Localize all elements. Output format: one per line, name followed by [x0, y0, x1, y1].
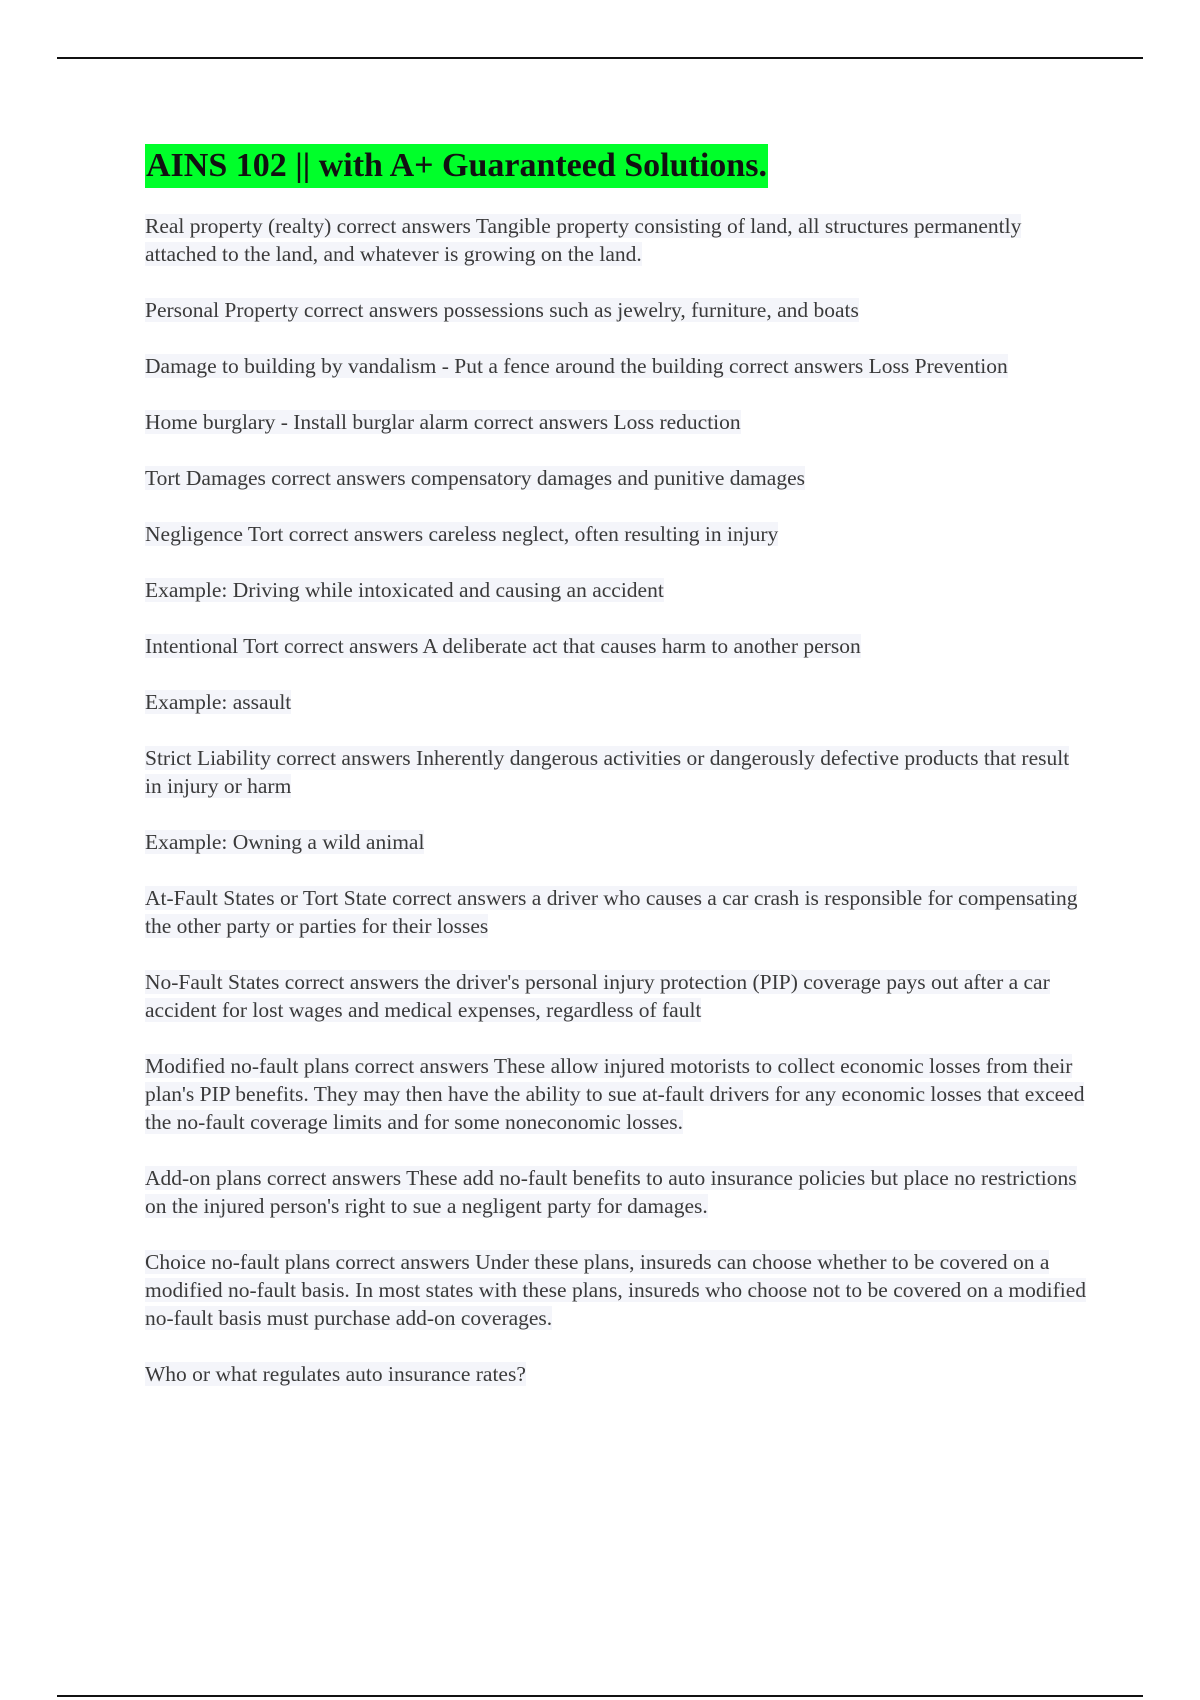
qa-entry-text: Modified no-fault plans correct answers These allow injured motorists to collect economic losses from their plan's PIP benefits. They may then have the ability to sue at-fault drivers for any economic losses that exceed the no-fault coverage limits and for some noneconomic losses.: [145, 1054, 1085, 1134]
qa-entry-text: Example: Driving while intoxicated and causing an accident: [145, 578, 664, 602]
qa-entry-text: Who or what regulates auto insurance rates?: [145, 1362, 526, 1386]
qa-entry: [145, 464, 1090, 492]
qa-entry: [145, 744, 1090, 800]
qa-entry: [145, 828, 1090, 856]
qa-entry: [145, 1164, 1090, 1220]
qa-entry: [145, 632, 1090, 660]
qa-entry-text: Add-on plans correct answers These add no-fault benefits to auto insurance policies but place no restrictions on the injured person's right to sue a negligent party for damages.: [145, 1166, 1077, 1218]
qa-entry: [145, 212, 1090, 268]
qa-entry-list: [145, 212, 1090, 1388]
qa-entry: [145, 352, 1090, 380]
qa-entry-text: Tort Damages correct answers compensatory damages and punitive damages: [145, 466, 805, 490]
qa-entry-text: Personal Property correct answers possessions such as jewelry, furniture, and boats: [145, 298, 859, 322]
qa-entry: [145, 688, 1090, 716]
qa-entry: [145, 968, 1090, 1024]
qa-entry-text: Damage to building by vandalism - Put a fence around the building correct answers Loss Prevention: [145, 354, 1008, 378]
qa-entry: [145, 1052, 1090, 1136]
qa-entry-text: Intentional Tort correct answers A deliberate act that causes harm to another person: [145, 634, 861, 658]
qa-entry-text: Real property (realty) correct answers Tangible property consisting of land, all structures permanently attached to the land, and whatever is growing on the land.: [145, 214, 1022, 266]
qa-entry-text: Choice no-fault plans correct answers Under these plans, insureds can choose whether to be covered on a modified no-fault basis. In most states with these plans, insureds who choose not to be covered on a modified no-fault basis must purchase add-on coverages.: [145, 1250, 1087, 1330]
qa-entry: [145, 296, 1090, 324]
qa-entry: [145, 1248, 1090, 1332]
qa-entry: [145, 408, 1090, 436]
qa-entry-text: Strict Liability correct answers Inherently dangerous activities or dangerously defective products that result in injury or harm: [145, 746, 1070, 798]
qa-entry-text: Example: assault: [145, 690, 292, 714]
qa-entry-text: Example: Owning a wild animal: [145, 830, 425, 854]
qa-entry: [145, 884, 1090, 940]
qa-entry: [145, 1360, 1090, 1388]
page-top-rule: [57, 57, 1143, 59]
qa-entry: [145, 576, 1090, 604]
qa-entry-text: At-Fault States or Tort State correct answers a driver who causes a car crash is responsible for compensating the other party or parties for their losses: [145, 886, 1078, 938]
qa-entry-text: Negligence Tort correct answers careless neglect, often resulting in injury: [145, 522, 779, 546]
qa-entry: [145, 520, 1090, 548]
document-title: AINS 102 || with A+ Guaranteed Solutions.: [145, 144, 768, 188]
qa-entry-text: Home burglary - Install burglar alarm correct answers Loss reduction: [145, 410, 741, 434]
page-bottom-rule: [57, 1695, 1143, 1697]
qa-entry-text: No-Fault States correct answers the driver's personal injury protection (PIP) coverage pays out after a car accident for lost wages and medical expenses, regardless of fault: [145, 970, 1050, 1022]
document-body: [145, 144, 1090, 1416]
